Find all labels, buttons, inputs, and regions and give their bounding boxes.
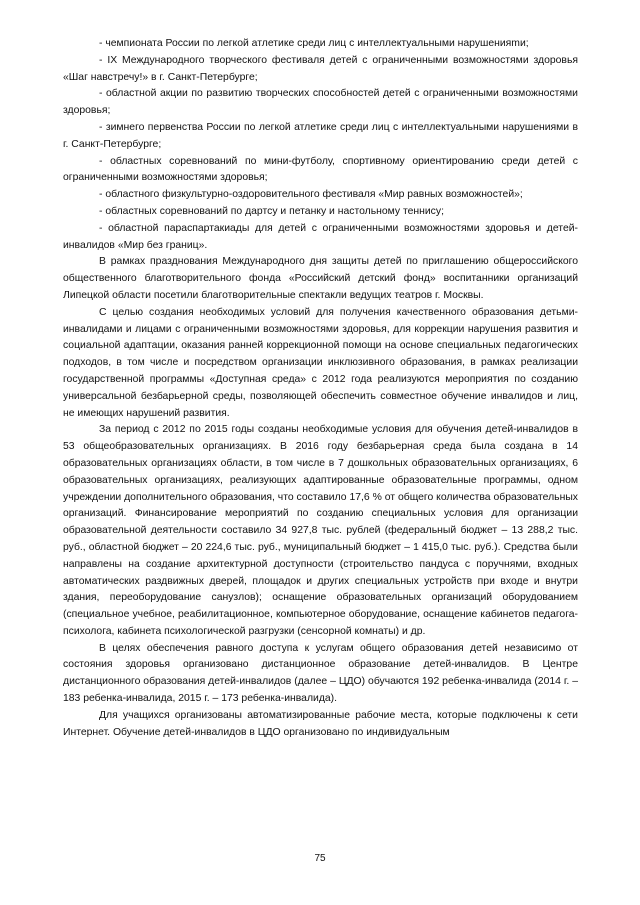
page-number: 75 [314,853,326,864]
body-paragraph: В целях обеспечения равного доступа к услугам общего образования детей независимо от состояния здоровья организовано дистанционное образование детей-инвалидов. В Центре дистанционного образования детей-инвалидов (далее – ЦДО) обучаются 192 ребенка-инвалида (2014 г. – 183 ребенка-инвалида, 2015 г. – 173 ребенка-инвалида). [63,642,578,705]
list-item-paragraph: - областной акции по развитию творческих способностей детей с ограниченными возможностями здоровья; [63,88,578,117]
list-item-paragraph: - чемпионата России по легкой атлетике среди лиц с интеллектуальными нарушенияmи; [99,38,529,49]
list-item-paragraph: - зимнего первенства России по легкой атлетике среди лиц с интеллектуальными нарушениями в г. Санкт-Петербурге; [63,121,578,150]
list-item-paragraph: - областных соревнований по мини-футболу, спортивному ориентированию среди детей с ограниченными возможностями здоровья; [63,155,578,184]
body-paragraph: За период с 2012 по 2015 годы созданы необходимые условия для обучения детей-инвалидов в 53 общеобразовательных организациях. В 2016 году безбарьерная среда была создана в 14 образовательных организациях области, в том числе в 7 дошкольных образовательных организациях, 6 образовательных организациях, реализующих адаптированные образовательные программы, одном учреждении дополнительного образования, что составило 17,6 % от общего количества образовательных организаций. Финансирование мероприятий по созданию специальных условия для организации образовательной деятельности составило 34 927,8 тыс. рублей (федеральный бюджет – 13 288,2 тыс. руб., областной бюджет – 20 224,6 тыс. руб., муниципальный бюджет – 1 415,0 тыс. руб.). Средства были направлены на создание архитектурной доступности (строительство пандуса с поручнями, входных автоматических раздвижных дверей, площадок и других специальных устройств при входе и внутри здания, переоборудование санузлов); оснащение образовательных организаций оборудованием (специальное учебное, реабилитационное, компьютерное оборудование, оснащение кабинетов педагога-психолога, кабинета психологической разгрузки (сенсорной комнаты) и др. [63,424,578,637]
body-paragraph: С целью создания необходимых условий для получения качественного образования детьми-инвалидами и лицами с ограниченными возможностями здоровья, для коррекции нарушения развития и социальной адаптации, оказания ранней коррекционной помощи на основе специальных педагогических подходов, в том числе и посредством организации инклюзивного образования, в рамках реализации государственной программы «Доступная среда» с 2012 года реализуются мероприятия по созданию универсальной безбарьерной среды, позволяющей обеспечить совместное обучение инвалидов и лиц, не имеющих нарушений развития. [63,306,578,419]
list-item-paragraph: - областных соревнований по дартсу и петанку и настольному теннису; [99,205,444,217]
body-paragraph: В рамках празднования Международного дня защиты детей по приглашению общероссийского общественного благотворительного фонда «Российский детский фонд» воспитанники организаций Липецкой области посетили благотворительные спектакли ведущих театров г. Москвы. [63,256,578,301]
document-body [63,36,578,876]
list-item-paragraph: - IX Международного творческого фестиваля детей с ограниченными возможностями здоровья «Шаг навстречу!» в г. Санкт-Петербурге; [63,54,578,83]
list-item-paragraph: - областного физкультурно-оздоровительного фестиваля «Мир равных возможностей»; [99,189,523,201]
list-item-paragraph: - областной параспартакиады для детей с ограниченными возможностями здоровья и детей-инвалидов «Мир без границ». [63,222,578,251]
body-paragraph: Для учащихся организованы автоматизированные рабочие места, которые подключены к сети Интернет. Обучение детей-инвалидов в ЦДО организовано по индивидуальным [63,709,578,738]
